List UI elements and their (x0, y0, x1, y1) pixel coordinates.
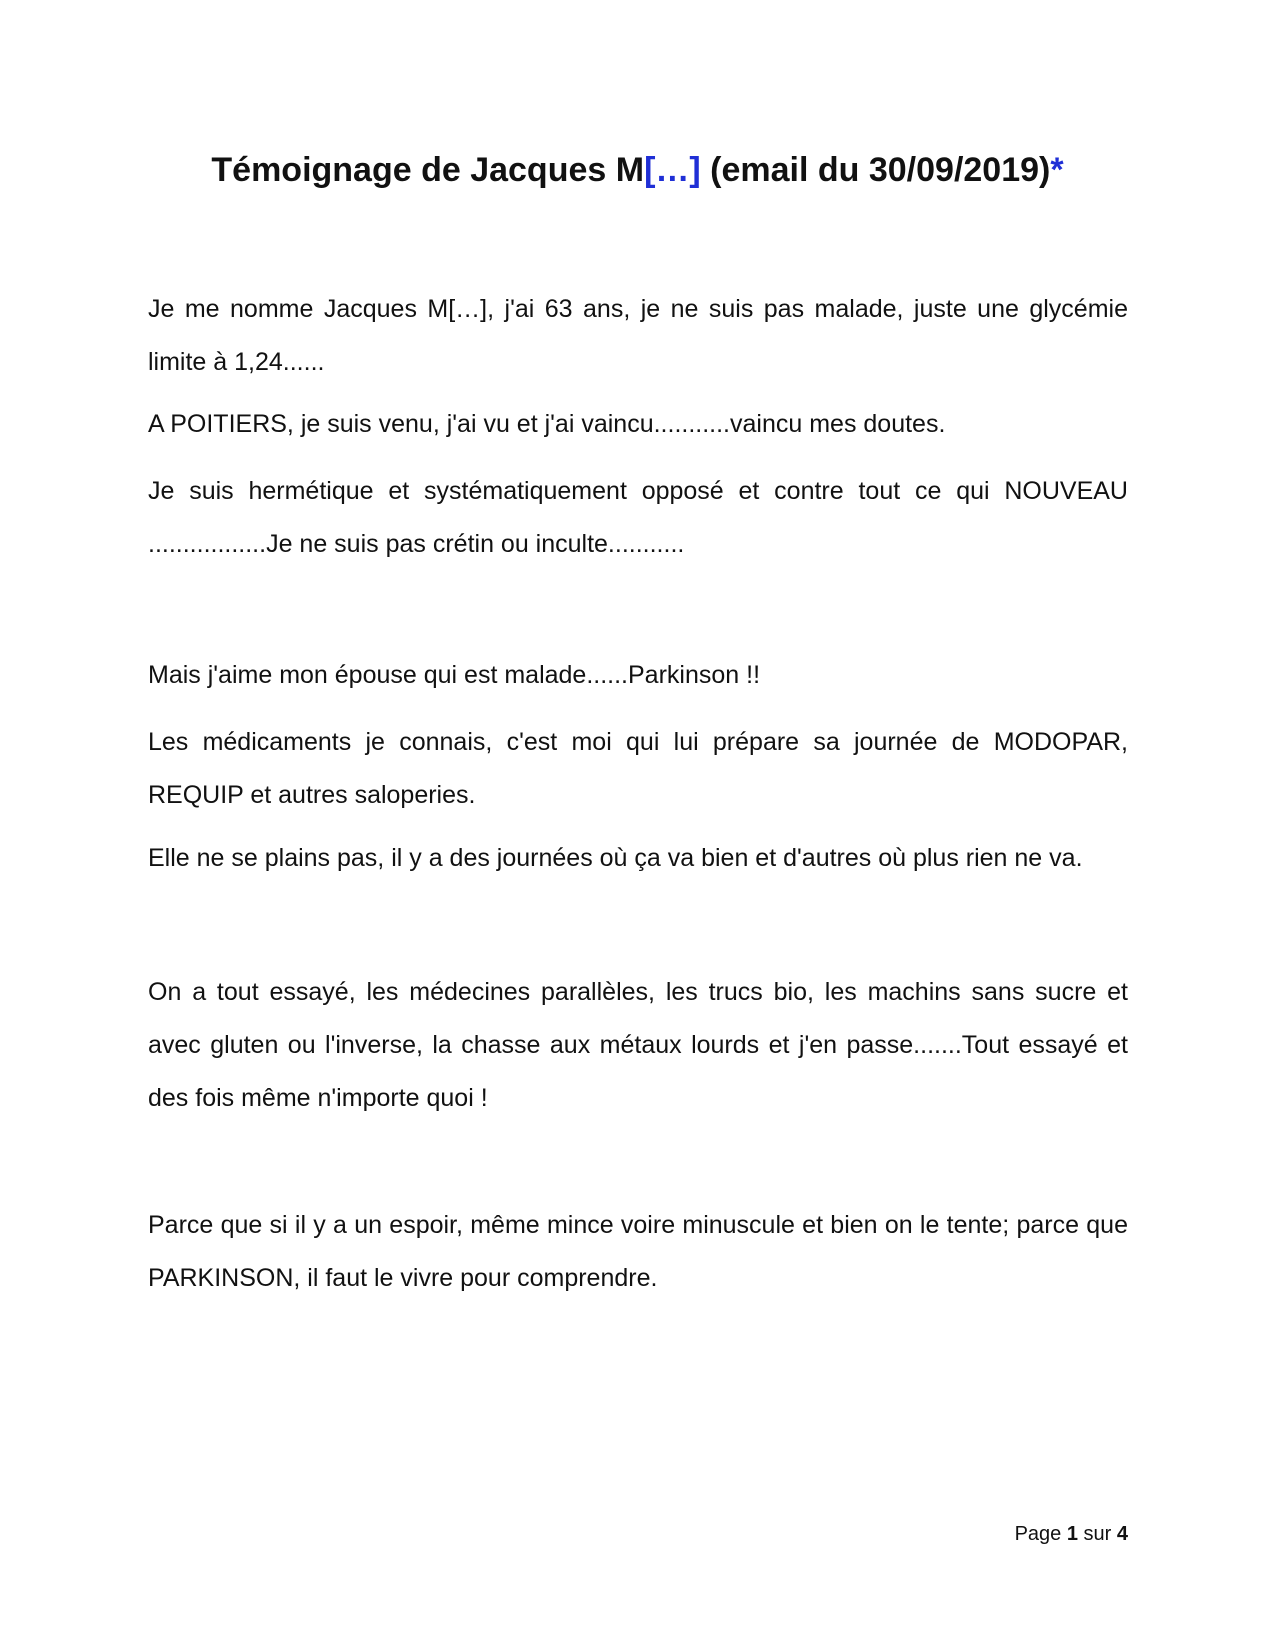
paragraph-intro: Je me nomme Jacques M[…], j'ai 63 ans, je ne suis pas malade, juste une glycémie limite à 1,24...... (148, 295, 1128, 376)
title-text: Témoignage de Jacques M (211, 151, 645, 189)
page-number-total: 4 (1116, 1523, 1128, 1545)
page-number-current: 1 (1066, 1523, 1078, 1545)
paragraph-essaye: On a tout essayé, les médecines parallèles, les trucs bio, les machins sans sucre et avec gluten ou l'inverse, la chasse aux métaux lourds et j'en passe.......Tout essayé et des fois même n'importe quoi ! (148, 978, 1128, 1112)
title-asterisk: * (1050, 151, 1064, 189)
title-date: (email du 30/09/2019) (700, 151, 1051, 189)
page-number (1015, 1520, 1128, 1548)
page-number-middle: sur (1077, 1523, 1117, 1545)
title-redacted-marker: […] (644, 151, 701, 189)
paragraph-epouse: Mais j'aime mon épouse qui est malade......Parkinson !! (148, 661, 761, 689)
page-title (0, 148, 1275, 192)
paragraph-poitiers: A POITIERS, je suis venu, j'ai vu et j'ai vaincu...........vaincu mes doutes. (148, 410, 946, 438)
paragraph-journees: Elle ne se plains pas, il y a des journées où ça va bien et d'autres où plus rien ne va. (148, 844, 1083, 872)
paragraph-hermetique: Je suis hermétique et systématiquement opposé et contre tout ce qui NOUVEAU .................Je ne suis pas crétin ou inculte........... (148, 477, 1128, 558)
paragraph-espoir: Parce que si il y a un espoir, même mince voire minuscule et bien on le tente; parce que PARKINSON, il faut le vivre pour comprendre. (148, 1211, 1128, 1292)
paragraph-medicaments: Les médicaments je connais, c'est moi qui lui prépare sa journée de MODOPAR, REQUIP et autres saloperies. (148, 728, 1128, 809)
page-number-prefix: Page (1014, 1523, 1067, 1545)
